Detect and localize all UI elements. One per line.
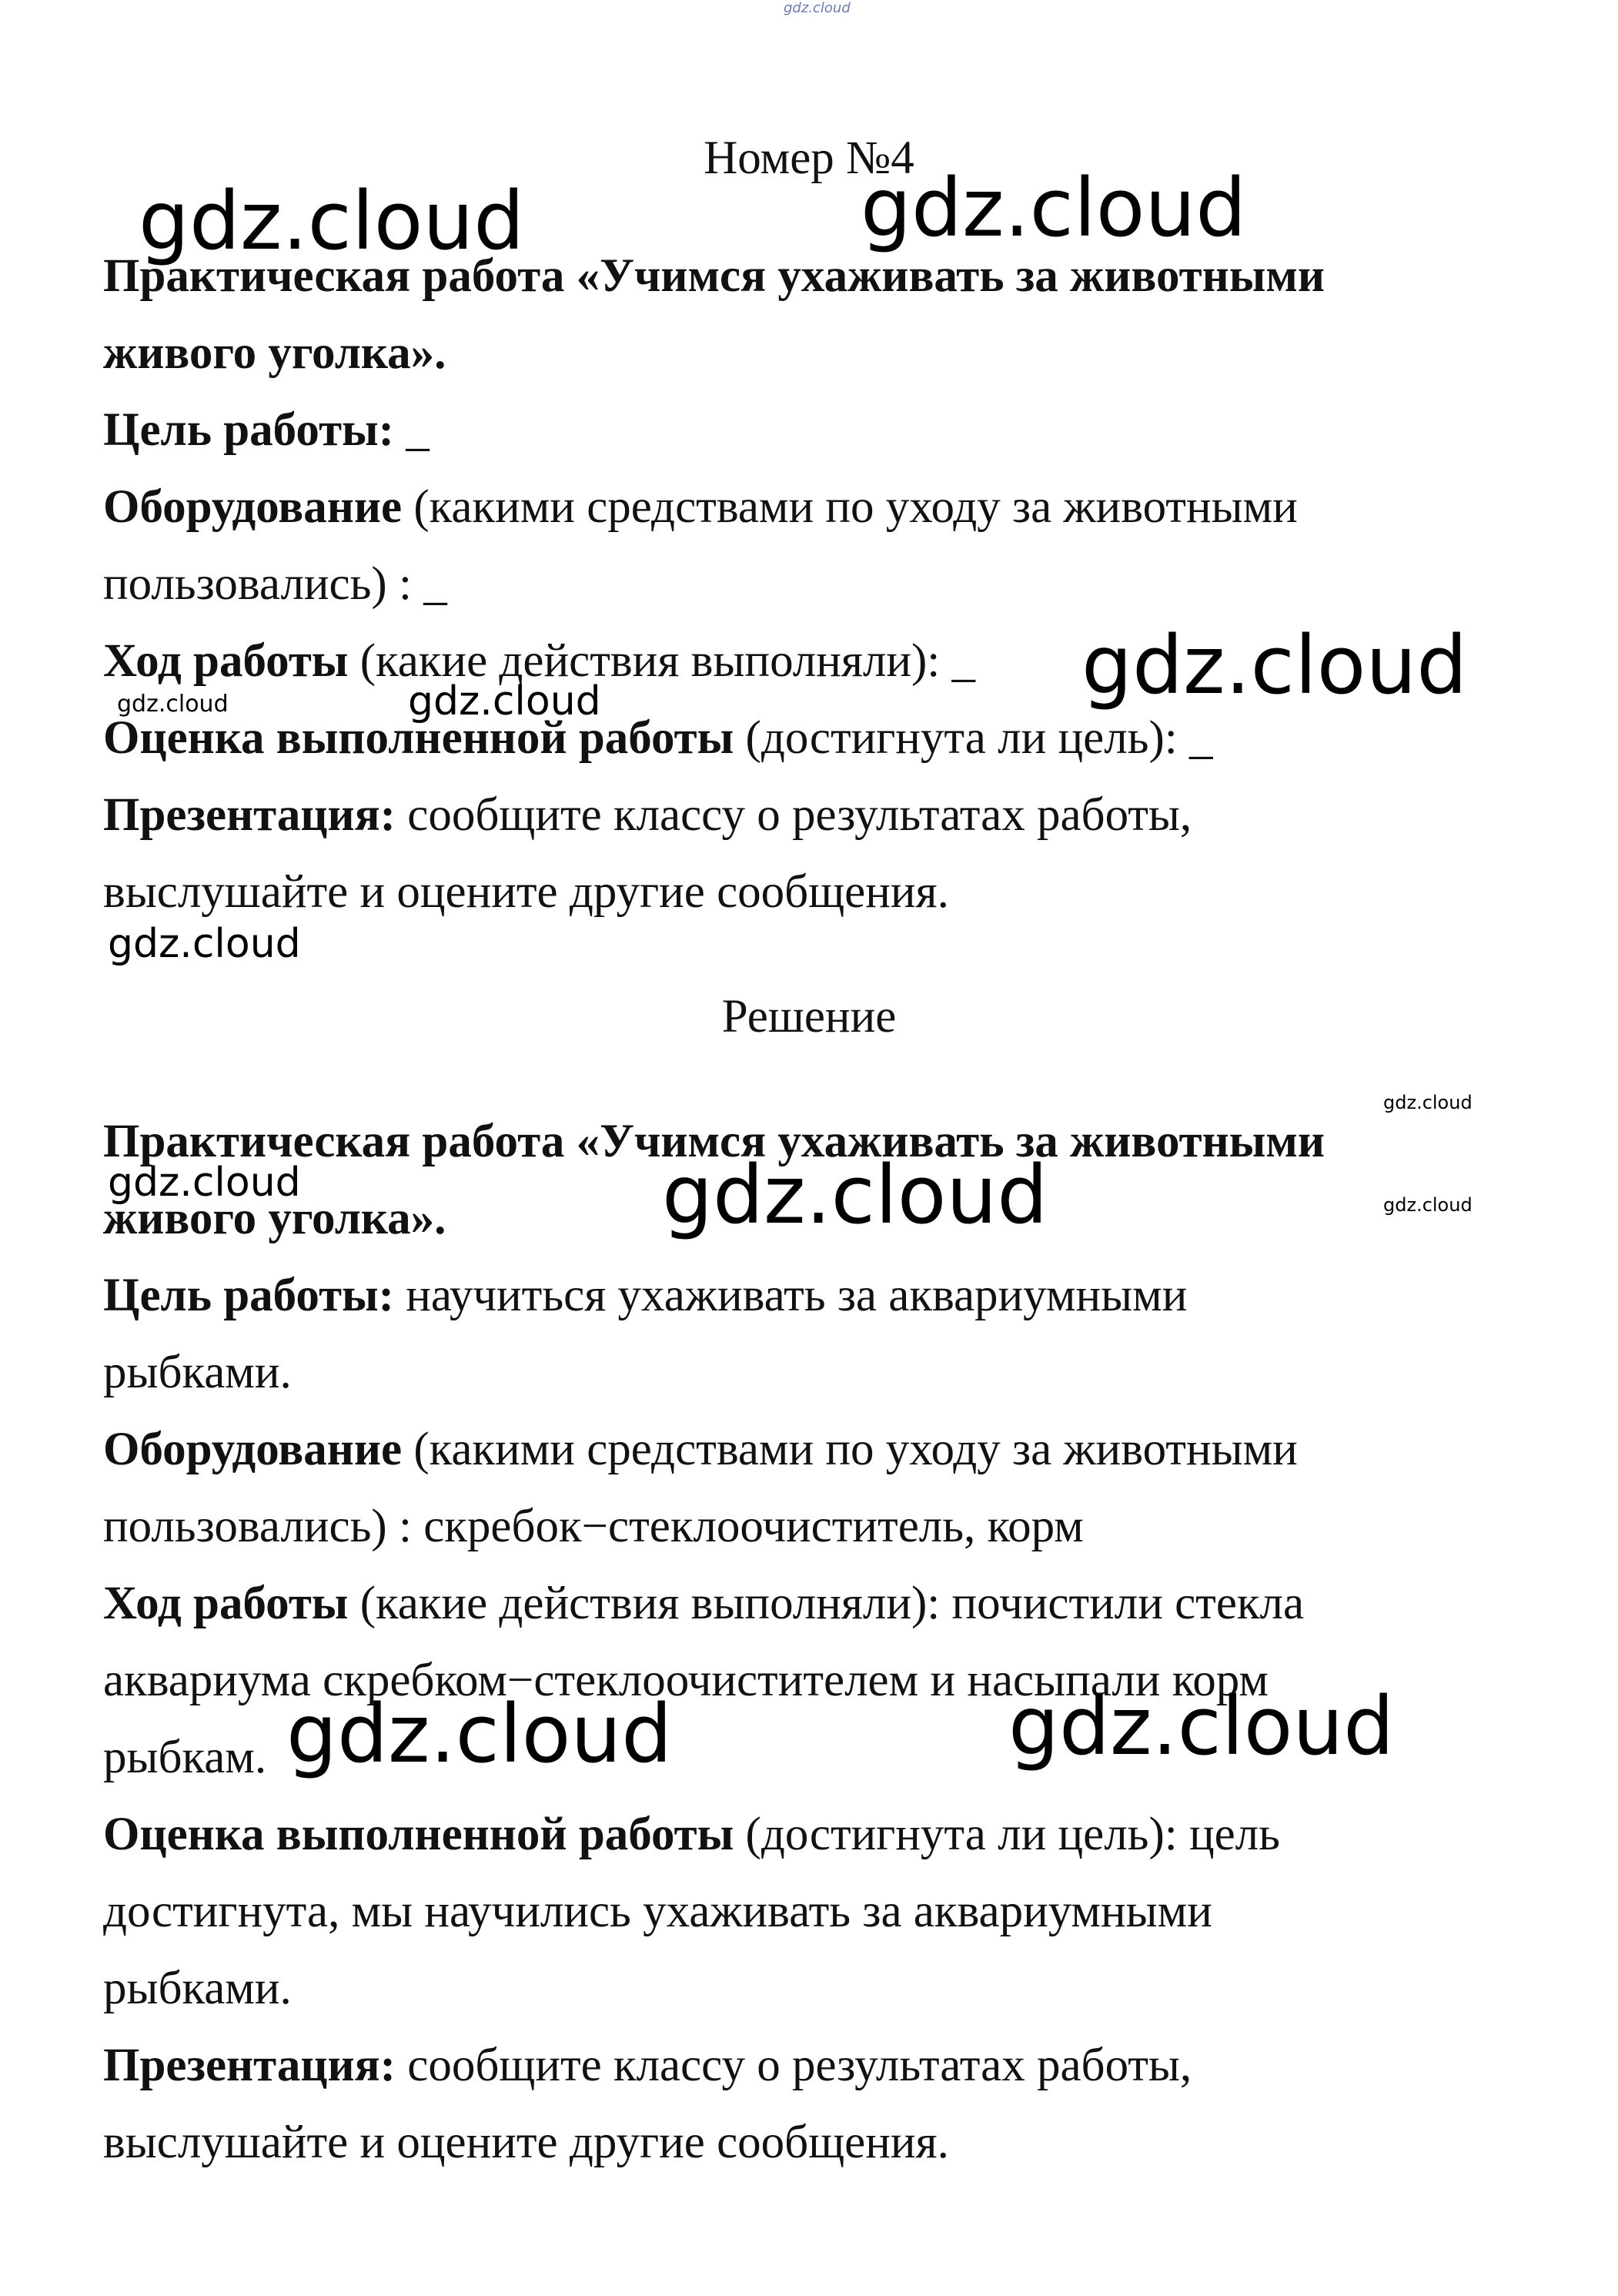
solution-process-text: (какие действия выполняли): почистили стекла <box>359 1578 1305 1629</box>
watermark: gdz.cloud <box>139 174 525 268</box>
watermark: gdz.cloud <box>286 1687 673 1781</box>
watermark: gdz.cloud <box>662 1148 1048 1242</box>
solution-presentation-text: сообщите классу о результатах работы, <box>407 2040 1192 2091</box>
task-process-value: _ <box>951 635 976 687</box>
task-equipment-value: _ <box>423 558 447 610</box>
watermark: gdz.cloud <box>408 678 601 725</box>
task-equipment-hint: (какими средствами по уходу за животными <box>413 481 1298 533</box>
solution-goal <box>103 1272 1187 1319</box>
solution-title-line1: Практическая работа «Учимся ухаживать за животными <box>103 1116 1325 1167</box>
solution-evaluation <box>103 1811 1280 1858</box>
solution-process-label: Ход работы <box>103 1578 349 1629</box>
task-evaluation <box>103 712 1213 764</box>
watermark: gdz.cloud <box>1383 1194 1473 1216</box>
watermark: gdz.cloud <box>1081 618 1468 712</box>
solution-evaluation-line2: достигнута, мы научились ухаживать за аквариумными <box>103 1886 1212 1937</box>
watermark: gdz.cloud <box>1008 1679 1395 1773</box>
solution-goal-label: Цель работы: <box>103 1270 394 1321</box>
solution-process-line3: рыбкам. <box>103 1732 267 1783</box>
solution-title-line2: живого уголка». <box>103 1193 446 1244</box>
task-equipment <box>103 481 1298 533</box>
solution-presentation-label: Презентация: <box>103 2040 396 2091</box>
task-goal-value: _ <box>406 404 430 456</box>
page-title: Номер №4 <box>704 132 914 184</box>
task-goal-label: Цель работы: <box>103 404 394 456</box>
solution-heading: Решение <box>721 991 897 1043</box>
watermark: gdz.cloud <box>1383 1092 1473 1113</box>
solution-equipment <box>103 1426 1298 1473</box>
solution-presentation-line2: выслушайте и оцените другие сообщения. <box>103 2117 949 2168</box>
task-equipment-line2 <box>103 558 447 610</box>
watermark: gdz.cloud <box>861 161 1247 255</box>
solution-evaluation-text: (достигнута ли цель): цель <box>745 1809 1280 1860</box>
task-process <box>103 635 976 687</box>
task-process-hint: (какие действия выполняли): <box>359 635 941 687</box>
solution-equipment-line2: пользовались) : скребок−стеклоочиститель, корм <box>103 1501 1084 1552</box>
watermark: gdz.cloud <box>108 1160 301 1206</box>
task-equipment-hint-2: пользовались) : <box>103 558 412 610</box>
solution-evaluation-label: Оценка выполненной работы <box>103 1809 734 1860</box>
solution-process-line2: аквариума скребком−стеклоочистителем и насыпали корм <box>103 1655 1269 1706</box>
solution-equipment-hint: (какими средствами по уходу за животными <box>413 1424 1298 1475</box>
task-presentation-text: сообщите классу о результатах работы, <box>407 789 1192 841</box>
watermark: gdz.cloud <box>117 691 229 718</box>
solution-equipment-label: Оборудование <box>103 1424 403 1475</box>
solution-presentation <box>103 2042 1192 2089</box>
task-equipment-label: Оборудование <box>103 481 403 533</box>
task-process-label: Ход работы <box>103 635 349 687</box>
task-evaluation-label: Оценка выполненной работы <box>103 712 734 764</box>
solution-goal-line2: рыбками. <box>103 1347 292 1398</box>
solution-goal-text: научиться ухаживать за аквариумными <box>406 1270 1188 1321</box>
solution-evaluation-line3: рыбками. <box>103 1963 292 2014</box>
solution-process <box>103 1580 1304 1627</box>
task-evaluation-value: _ <box>1188 712 1213 764</box>
task-title-line2: живого уголка». <box>103 327 446 379</box>
task-title-line1: Практическая работа «Учимся ухаживать за животными <box>103 250 1325 302</box>
watermark: gdz.cloud <box>108 921 301 967</box>
task-presentation <box>103 789 1192 841</box>
task-goal <box>103 404 430 456</box>
site-mark-top: gdz.cloud <box>784 0 851 16</box>
task-presentation-line2: выслушайте и оцените другие сообщения. <box>103 866 949 918</box>
task-presentation-label: Презентация: <box>103 789 396 841</box>
task-evaluation-hint: (достигнута ли цель): <box>745 712 1178 764</box>
